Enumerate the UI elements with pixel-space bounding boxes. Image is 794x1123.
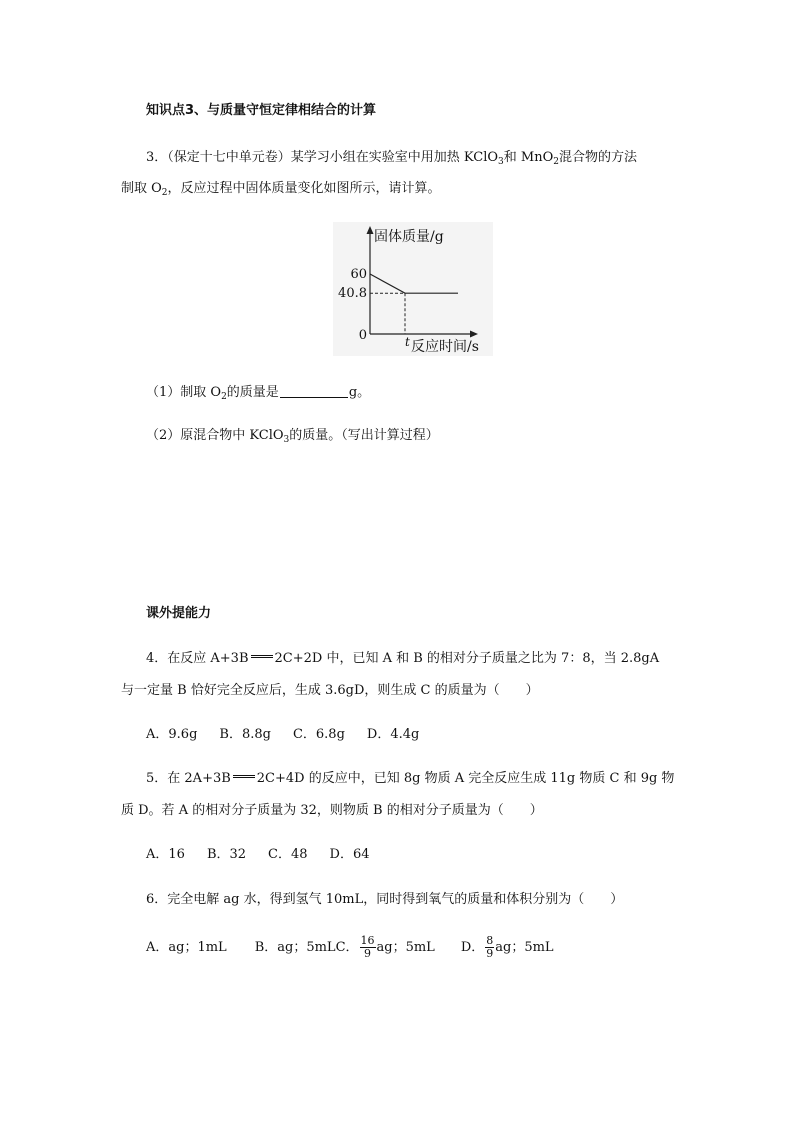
q3-line2: 制取 $O_2$，反应过程中固体质量变化如图所示，请计算。 — [121, 181, 441, 198]
q5-option-c[interactable]: C．48 — [268, 847, 308, 862]
q6-options — [146, 935, 554, 961]
answer-blank[interactable] — [280, 383, 348, 398]
q6-option-c[interactable]: C． $\frac{16}{9}$ ag；5mL — [335, 934, 435, 960]
q4-options — [146, 725, 441, 745]
q4-option-a[interactable]: A．9.6g — [146, 727, 198, 742]
y-tick-60: 60 — [350, 267, 367, 282]
q5-options — [146, 845, 392, 865]
mass-time-chart — [333, 222, 493, 356]
x-axis-label: 反应时间/s — [411, 339, 479, 355]
q6-option-d[interactable]: D． $\frac{8}{9}$ ag；5mL — [460, 934, 554, 960]
q3-line1: 3．（保定十七中单元卷）某学习小组在实验室中用加热 KClO$_3$和 MnO$_2$混合物的方法 — [146, 150, 637, 167]
fraction-16-9: $\frac{16}{9}$ — [360, 934, 375, 960]
x-tick-t: t — [405, 335, 410, 349]
q6-option-b[interactable]: B．ag；5mL — [254, 940, 336, 955]
section-title: 知识点3、与质量守恒定律相结合的计算 — [146, 103, 377, 118]
q4-line2: 与一定量 B 恰好完全反应后，生成 3.6gD，则生成 C 的质量为（ ） — [121, 683, 539, 698]
q4-option-d[interactable]: D．4.4g — [366, 727, 420, 742]
q6-option-a[interactable]: A．ag；1mL — [146, 940, 227, 955]
q4-option-b[interactable]: B．8.8g — [219, 727, 271, 742]
q3-sub2: （2）原混合物中 KClO$_3$的质量。（写出计算过程） — [146, 428, 439, 445]
y-tick-0: 0 — [358, 328, 367, 343]
q4-line1: 4．在反应 A+3B 2C+2D 中，已知 A 和 B 的相对分子质量之比为 7：8，当 2.8gA — [146, 651, 660, 666]
q6-line1: 6．完全电解 ag 水，得到氢气 10mL，同时得到氧气的质量和体积分别为（ ） — [146, 892, 624, 907]
q5-option-d[interactable]: D．64 — [329, 847, 370, 862]
fraction-8-9: $\frac{8}{9}$ — [486, 934, 494, 960]
y-tick-40-8: 40.8 — [338, 286, 367, 302]
q4-option-c[interactable]: C．6.8g — [292, 727, 345, 742]
q5-line1: 5．在 2A+3B 2C+4D 的反应中，已知 8g 物质 A 完全反应生成 11g 物质 C 和 9g 物 — [146, 771, 675, 786]
q3-sub1: （1）制取 $O_2$的质量是 g。 — [146, 385, 371, 402]
equals-sign — [233, 775, 255, 778]
q5-option-b[interactable]: B．32 — [206, 847, 247, 862]
section-title-extra: 课外提能力 — [146, 606, 212, 621]
q5-option-a[interactable]: A．16 — [146, 847, 185, 862]
q5-line2: 质 D。若 A 的相对分子质量为 32，则物质 B 的相对分子质量为（ ） — [121, 803, 543, 818]
equals-sign — [251, 655, 273, 658]
y-axis-label: 固体质量/g — [374, 229, 444, 245]
